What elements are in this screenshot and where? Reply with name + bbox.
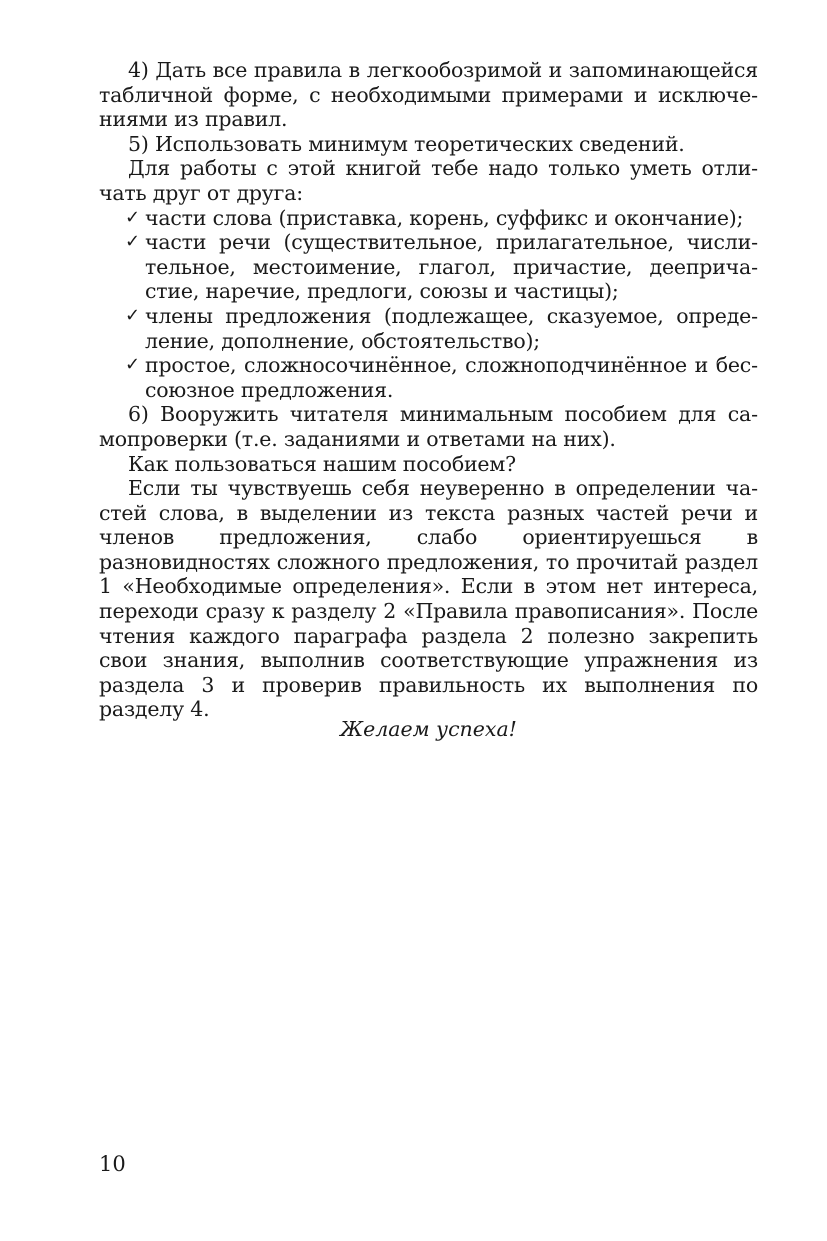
list-item xyxy=(99,304,758,353)
closing-wish: Желаем успеха! xyxy=(340,717,517,741)
checkmark-icon: ✓ xyxy=(125,231,140,253)
list-item-text: части слова (приставка, корень, суффикс и окончание); xyxy=(145,205,744,230)
list-item-text: части речи (существительное, прилагательное, числительное, местоимение, глагол, причастие, деепричастие, наречие, предлоги, союзы и частицы); xyxy=(145,230,758,304)
goal-6-paragraph: 6) Вооружить читателя минимальным пособием для самопроверки (т.е. заданиями и ответами на них). xyxy=(99,402,758,451)
goal-4-paragraph: 4) Дать все правила в легкообозримой и запоминающейся табличной форме, с необходимыми примерами и исключениями из правил. xyxy=(99,58,758,132)
page-body xyxy=(99,58,758,722)
checkmark-icon: ✓ xyxy=(125,206,140,228)
checkmark-icon: ✓ xyxy=(125,304,140,326)
list-item-text: простое, сложносочинённое, сложноподчинённое и бессоюзное предложения. xyxy=(145,353,758,402)
usage-answer-paragraph: Если ты чувствуешь себя неуверенно в определении частей слова, в выделении из текста разных частей речи и членов предложения, слабо ориентируешься в разновидностях сложного предложения, то прочитай раздел 1 «Необходимые определения». Если в этом нет интереса, переходи сразу к разделу 2 «Правила правописания». После чтения каждого параграфа раздела 2 полезно закрепить свои знания, выполнив соответствующие упражнения из раздела 3 и проверив правильность их выполнения по разделу 4. xyxy=(99,476,758,722)
page-number: 10 xyxy=(99,1152,126,1176)
requirements-intro: Для работы с этой книгой тебе надо только уметь отличать друг от друга: xyxy=(99,156,758,205)
checkmark-icon: ✓ xyxy=(125,354,140,376)
goal-5-paragraph: 5) Использовать минимум теоретических сведений. xyxy=(128,131,685,156)
list-item xyxy=(99,206,758,231)
usage-question: Как пользоваться нашим пособием? xyxy=(128,451,516,476)
list-item xyxy=(99,353,758,402)
list-item-text: члены предложения (подлежащее, сказуемое, определение, дополнение, обстоятельство); xyxy=(145,303,758,353)
list-item xyxy=(99,230,758,304)
requirements-checklist xyxy=(99,206,758,403)
